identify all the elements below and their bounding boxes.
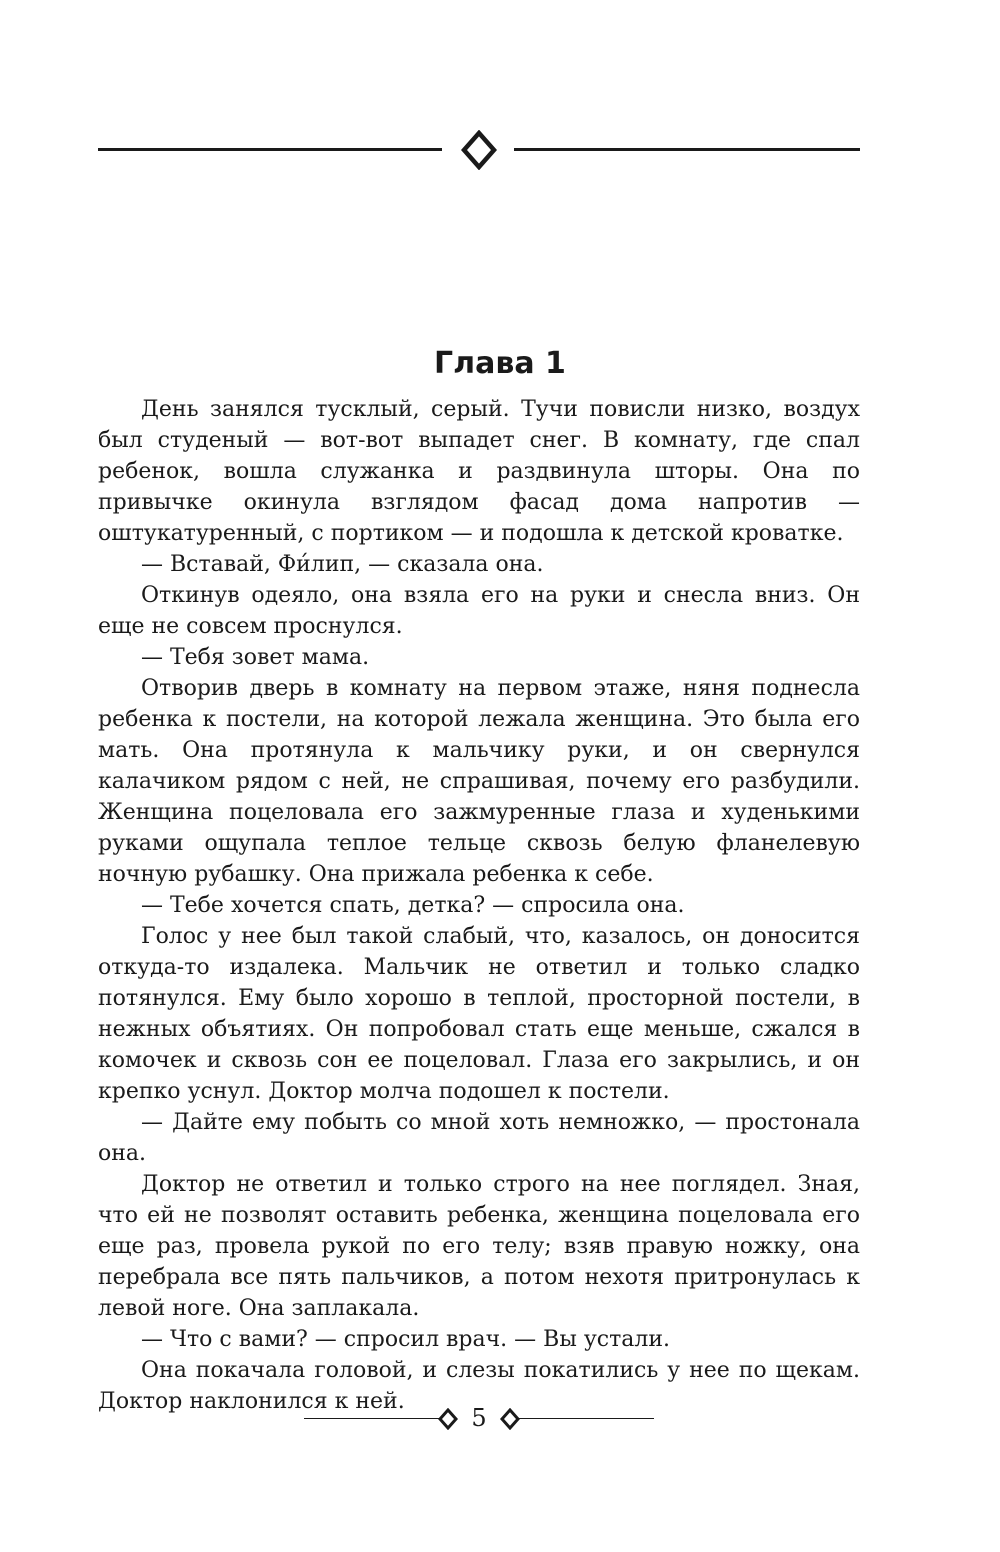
paragraph: Голос у нее был такой слабый, что, казалось, он доносится откуда-то издалека. Мальчик не ответил и только сладко потянулся. Ему было хорошо в теплой, просторной постели, в нежных объятиях. Он попробовал стать еще меньше, сжался в комочек и сквозь сон ее поцеловал. Глаза его закрылись, и он крепко уснул. Доктор молча подошел к постели. (98, 924, 860, 1104)
paragraph: — Тебе хочется спать, детка? — спросила она. (141, 893, 685, 918)
paragraph: Откинув одеяло, она взяла его на руки и снесла вниз. Он еще не совсем проснулся. (98, 583, 860, 639)
paragraph: Она покачала головой, и слезы покатились у нее по щекам. Доктор наклонился к ней. (98, 1358, 860, 1414)
paragraph: Доктор не ответил и только строго на нее поглядел. Зная, что ей не позволят оставить ребенка, женщина поцеловала его еще раз, провела рукой по его телу; взяв правую ножку, она перебрала все пять пальчиков, а потом нехотя притронулась к левой ноге. Она заплакала. (98, 1172, 860, 1321)
header-ornament (98, 128, 860, 172)
paragraph: Отворив дверь в комнату на первом этаже, няня поднесла ребенка к постели, на которой лежала женщина. Это была его мать. Она протянула к мальчику руки, и он свернулся калачиком рядом с ней, не спрашивая, почему его разбудили. Женщина поцеловала его зажмуренные глаза и худенькими руками ощупала теплое тельце сквозь белую фланелевую ночную рубашку. Она прижала ребенка к себе. (98, 676, 860, 887)
diamond-left-icon (438, 1408, 458, 1430)
paragraph: — Тебя зовет мама. (141, 645, 370, 670)
paragraph: — Что с вами? — спросил врач. — Вы устали. (141, 1327, 671, 1352)
header-rule-left (98, 148, 442, 151)
diamond-right-icon (500, 1408, 520, 1430)
footer-rule-left (304, 1418, 440, 1419)
page-number: 5 (471, 1404, 487, 1432)
header-rule-right (514, 148, 860, 151)
footer-rule-right (518, 1418, 654, 1419)
paragraph: — Вставай, Фи́лип, — сказала она. (141, 552, 544, 577)
paragraph: День занялся тусклый, серый. Тучи повисли низко, воздух был студеный — вот-вот выпадет снег. В комнату, где спал ребенок, вошла служанка и раздвинула шторы. Она по привычке окинула взглядом фасад дома напротив — оштукатуренный, с портиком — и подошла к детской кроватке. (98, 397, 860, 546)
chapter-text (98, 394, 860, 1417)
chapter-title: Глава 1 (434, 346, 566, 381)
diamond-ornament-icon (461, 130, 497, 170)
paragraph: — Дайте ему побыть со мной хоть немножко, — простонала она. (98, 1110, 860, 1166)
page-footer (304, 1400, 654, 1436)
